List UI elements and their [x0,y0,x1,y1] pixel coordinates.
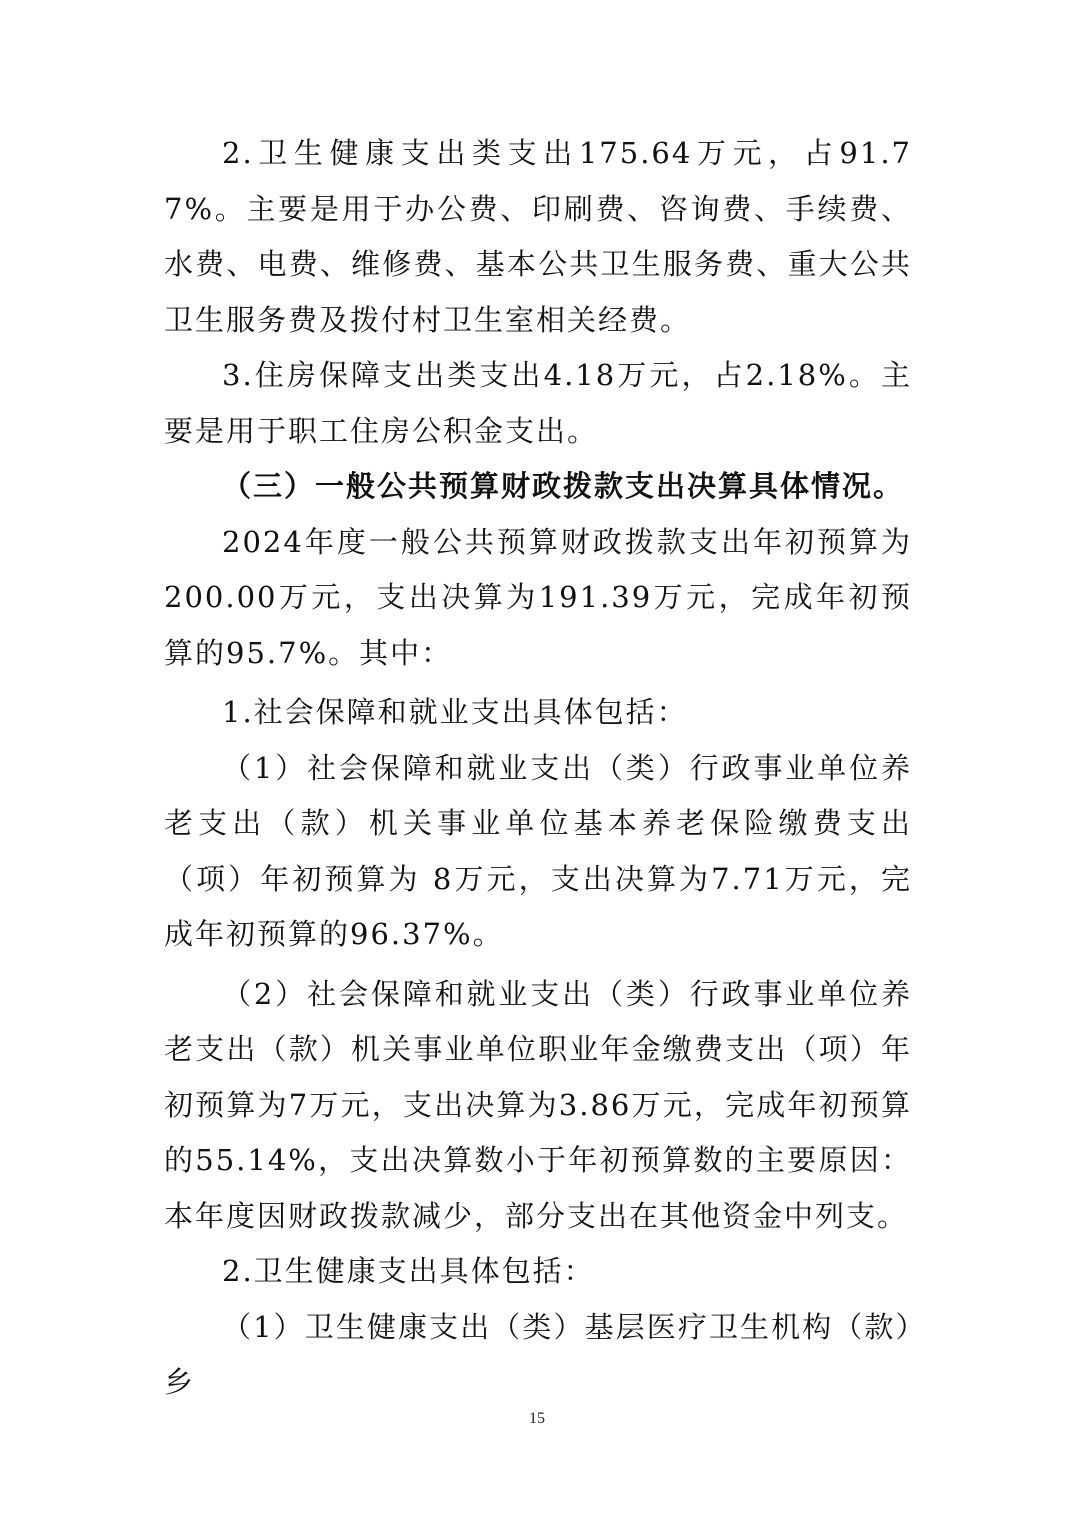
paragraph-health-intro: 2.卫生健康支出具体包括： [222,1254,595,1288]
paragraph-pension-insurance: （1）社会保障和就业支出（类）行政事业单位养老支出（款）机关事业单位基本养老保险缴费支出（项）年初预算为 8万元，支出决算为7.71万元，完成年初预算的96.37%。 [164,750,912,951]
paragraph-occupational-annuity: （2）社会保障和就业支出（类）行政事业单位养老支出（款）机关事业单位职业年金缴费支出（项）年初预算为7万元，支出决算为3.86万元，完成年初预算的55.14%，支出决算数小于年初预算数的主要原因：本年度因财政拨款减少，部分支出在其他资金中列支。 [164,976,912,1233]
paragraph-housing-expenditure: 3.住房保障支出类支出4.18万元，占2.18%。主要是用于职工住房公积金支出。 [164,358,912,448]
section-heading-general-budget: （三）一般公共预算财政拨款支出决算具体情况。 [222,469,905,503]
paragraph-primary-medical: （1）卫生健康支出（类）基层医疗卫生机构（款）乡 [164,1309,912,1399]
document-body [164,126,912,1411]
paragraph-social-security-intro: 1.社会保障和就业支出具体包括： [222,695,688,729]
page-number: 15 [529,1410,545,1427]
paragraph-health-expenditure: 2.卫生健康支出类支出175.64万元，占91.77%。主要是用于办公费、印刷费、咨询费、手续费、水费、电费、维修费、基本公共卫生服务费、重大公共卫生服务费及拨付村卫生室相关经费。 [164,136,912,337]
paragraph-budget-summary: 2024年度一般公共预算财政拨款支出年初预算为200.00万元，支出决算为191.39万元，完成年初预算的95.7%。其中： [164,524,912,670]
